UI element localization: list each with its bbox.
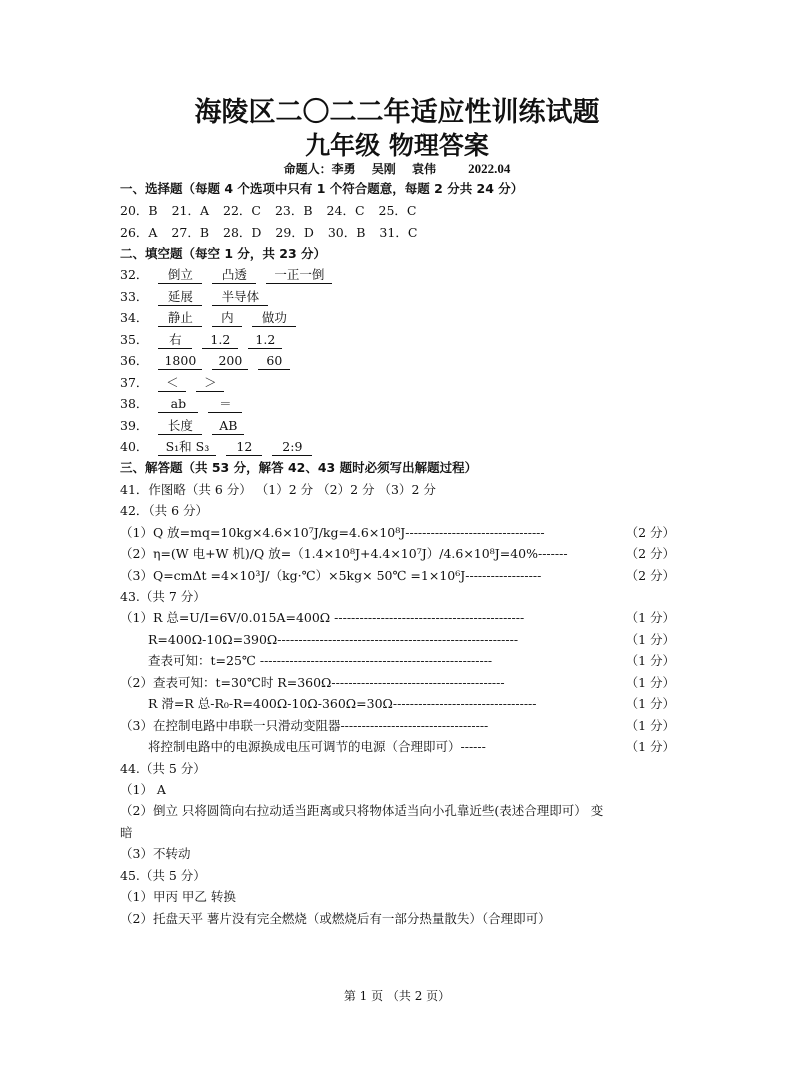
answer-text: （2）查表可知：t=30℃时 R=360Ω----------------------------------------- xyxy=(120,675,505,690)
section1-heading: 一、选择题（每题 4 个选项中只有 1 个符合题意，每题 2 分共 24 分） xyxy=(120,181,524,196)
blank-answer: 半导体 xyxy=(212,289,268,306)
q44-part2: （2）倒立 只将圆筒向右拉动适当距离或只将物体适当向小孔靠近些(表述合理即可） 变 xyxy=(120,803,604,818)
mc-answer: 20．B xyxy=(120,203,158,218)
question-number: 36． xyxy=(120,353,149,368)
q44-part1: （1） A xyxy=(120,782,166,797)
points: （1 分） xyxy=(625,739,675,754)
question-number: 39． xyxy=(120,418,149,433)
points: （2 分） xyxy=(625,568,675,583)
blank-answer: 2:9 xyxy=(272,439,312,456)
q45-heading: 45.（共 5 分） xyxy=(120,868,206,883)
answer-text: （1）R 总=U/I=6V/0.015A=400Ω --------------------------------------------- xyxy=(120,610,525,625)
q44-part3: （3）不转动 xyxy=(120,846,191,861)
fill-q32 xyxy=(120,266,332,284)
blank-answer: ＞ xyxy=(196,375,224,392)
blank-answer: 凸透 xyxy=(212,267,256,284)
q42-part1 xyxy=(120,524,675,542)
q43-heading: 43.（共 7 分） xyxy=(120,589,206,604)
mc-answer: 26．A xyxy=(120,225,158,240)
blank-answer: 200 xyxy=(212,353,248,370)
mc-answer: 22．C xyxy=(223,203,261,218)
fill-q38 xyxy=(120,395,242,413)
question-number: 33． xyxy=(120,289,149,304)
fill-q40 xyxy=(120,438,312,456)
q43-part1c xyxy=(148,652,675,670)
q43-part2 xyxy=(120,674,675,692)
q44-part2-cont: 暗 xyxy=(120,825,133,840)
fill-q35 xyxy=(120,331,282,349)
mc-answer: 21．A xyxy=(171,203,210,218)
blank-answer: 60 xyxy=(258,353,290,370)
q43-part3b xyxy=(148,738,675,756)
mc-answer: 28．D xyxy=(223,225,262,240)
authors-line xyxy=(0,160,794,177)
answer-text: （1）Q 放=mq=10kg×4.6×10⁷J/kg=4.6×10⁸J--------------------------------- xyxy=(120,525,545,540)
question-number: 32． xyxy=(120,267,149,282)
question-number: 37． xyxy=(120,375,149,390)
blank-answer: 内 xyxy=(212,310,242,327)
fill-q33 xyxy=(120,288,268,306)
page-subtitle: 九年级 物理答案 xyxy=(305,131,489,160)
blank-answer: ＝ xyxy=(208,396,242,413)
fill-q37 xyxy=(120,374,224,392)
q42-heading: 42．（共 6 分） xyxy=(120,503,209,518)
blank-answer: 1800 xyxy=(158,353,202,370)
page-title: 海陵区二〇二二年适应性训练试题 xyxy=(194,97,600,128)
mc-row-2 xyxy=(120,224,427,242)
answer-text: （2）η=(W 电+W 机)/Q 放=（1.4×10⁸J+4.4×10⁷J）/4.6×10⁸J=40%------- xyxy=(120,546,568,561)
author-2: 吴刚 xyxy=(371,162,396,176)
q42-part3 xyxy=(120,567,675,585)
blank-answer: 1.2 xyxy=(248,332,282,349)
mc-answer: 23．B xyxy=(274,203,313,218)
points: （2 分） xyxy=(625,525,675,540)
points: （1 分） xyxy=(625,610,675,625)
answer-text: 将控制电路中的电源换成电压可调节的电源（合理即可）------ xyxy=(148,739,486,754)
answer-text: R=400Ω-10Ω=390Ω--------------------------------------------------------- xyxy=(148,632,519,647)
mc-row-1 xyxy=(120,202,427,220)
mc-answer: 24．C xyxy=(326,203,365,218)
author-3: 袁伟 xyxy=(411,162,436,176)
blank-answer: 做功 xyxy=(252,310,296,327)
question-number: 34． xyxy=(120,310,149,325)
fill-q36 xyxy=(120,352,290,370)
q45-part2: （2）托盘天平 薯片没有完全燃烧（或燃烧后有一部分热量散失）（合理即可） xyxy=(120,911,551,926)
question-number: 38． xyxy=(120,396,149,411)
page-footer: 第 1 页 （共 2 页） xyxy=(343,989,451,1003)
q43-part1 xyxy=(120,609,675,627)
section2-heading: 二、填空题（每空 1 分，共 23 分） xyxy=(120,246,327,261)
section3-heading: 三、解答题（共 53 分，解答 42、43 题时必须写出解题过程） xyxy=(120,460,478,475)
mc-answer: 25．C xyxy=(378,203,417,218)
mc-answer: 27．B xyxy=(171,225,210,240)
mc-answer: 30．B xyxy=(327,225,366,240)
blank-answer: ab xyxy=(158,396,198,413)
answer-text: （3）在控制电路中串联一只滑动变阻器----------------------------------- xyxy=(120,718,489,733)
exam-date: 2022.04 xyxy=(468,161,511,176)
points: （1 分） xyxy=(625,718,675,733)
mc-answer: 29．D xyxy=(275,225,314,240)
points: （1 分） xyxy=(625,696,675,711)
mc-answer: 31．C xyxy=(379,225,418,240)
points: （2 分） xyxy=(625,546,675,561)
q45-part1: （1）甲丙 甲乙 转换 xyxy=(120,889,236,904)
points: （1 分） xyxy=(625,632,675,647)
fill-q39 xyxy=(120,417,244,435)
points: （1 分） xyxy=(625,653,675,668)
blank-answer: 延展 xyxy=(158,289,202,306)
blank-answer: 1.2 xyxy=(202,332,238,349)
blank-answer: 倒立 xyxy=(158,267,202,284)
blank-answer: 一正一倒 xyxy=(266,267,332,284)
blank-answer: S₁和 S₃ xyxy=(158,439,216,456)
answer-text: R 滑=R 总-R₀-R=400Ω-10Ω-360Ω=30Ω---------------------------------- xyxy=(148,696,537,711)
blank-answer: 静止 xyxy=(158,310,202,327)
answer-text: （3）Q=cmΔt =4×10³J/（kg·℃）×5kg× 50℃ =1×10⁶J------------------ xyxy=(120,568,542,583)
points: （1 分） xyxy=(625,675,675,690)
answer-text: 查表可知：t=25℃ ------------------------------------------------------- xyxy=(148,653,493,668)
blank-answer: 右 xyxy=(158,332,192,349)
q41-line: 41．作图略（共 6 分） （1）2 分 （2）2 分 （3）2 分 xyxy=(120,482,436,497)
q43-part2b xyxy=(148,695,675,713)
fill-q34 xyxy=(120,309,296,327)
blank-answer: 长度 xyxy=(158,418,202,435)
blank-answer: AB xyxy=(212,418,244,435)
q43-part1b xyxy=(148,631,675,649)
blank-answer: ＜ xyxy=(158,375,186,392)
authors-label: 命题人：李勇 xyxy=(283,162,356,176)
q44-heading: 44.（共 5 分） xyxy=(120,761,206,776)
q42-part2 xyxy=(120,545,675,563)
question-number: 40． xyxy=(120,439,149,454)
question-number: 35． xyxy=(120,332,149,347)
q43-part3 xyxy=(120,717,675,735)
blank-answer: 12 xyxy=(226,439,262,456)
